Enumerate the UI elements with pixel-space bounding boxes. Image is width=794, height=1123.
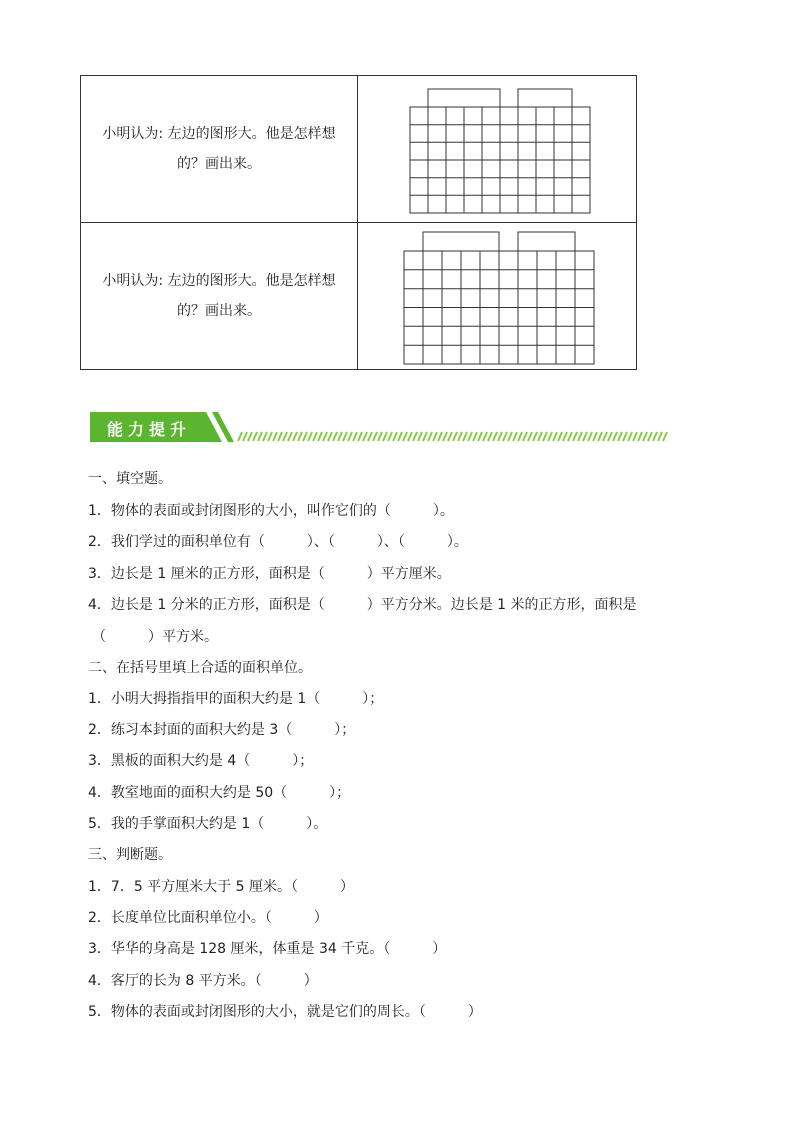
question-table	[80, 75, 637, 370]
section-title: 能力提升	[107, 420, 192, 439]
grid-figure-cell	[358, 223, 637, 370]
exercise-line: 3．黑板的面积大约是 4（ ）；	[88, 753, 314, 769]
exercise-line: 4．边长是 1 分米的正方形，面积是（ ）平方分米。边长是 1 米的正方形，面积是	[88, 597, 637, 613]
table-row	[81, 76, 637, 223]
exercise-line: 2．我们学过的面积单位有（ ）、（ ）、（ ）。	[88, 534, 468, 550]
exercise-line: 3．华华的身高是 128 厘米，体重是 34 千克。（ ）	[88, 941, 447, 957]
exercise-line: 1．7．5 平方厘米大于 5 厘米。（ ）	[88, 879, 354, 895]
exercise-line: 5．我的手掌面积大约是 1（ ）。	[88, 816, 328, 832]
grid-figure-1	[358, 76, 636, 222]
exercise-line: 一、填空题。	[88, 471, 172, 487]
grid-figure-2	[358, 223, 636, 369]
question-text-line: 小明认为: 左边的图形大。他是怎样想	[102, 126, 336, 142]
exercise-line: 5．物体的表面或封闭图形的大小，就是它们的周长。（ ）	[88, 1004, 482, 1020]
exercise-line: 2．练习本封面的面积大约是 3（ ）；	[88, 722, 356, 738]
exercise-line: 4．客厅的长为 8 平方米。（ ）	[88, 973, 318, 989]
table-row	[81, 223, 637, 370]
exercise-line: 二、在括号里填上合适的面积单位。	[88, 660, 312, 676]
exercise-line: 4．教室地面的面积大约是 50（ ）；	[88, 785, 351, 801]
grid-figure-cell	[358, 76, 637, 223]
exercise-line: 三、判断题。	[88, 847, 172, 863]
exercise-line: 2．长度单位比面积单位小。（ ）	[88, 910, 328, 926]
exercise-line: 1．物体的表面或封闭图形的大小，叫作它们的（ ）。	[88, 503, 454, 519]
banner-hatch-line	[238, 432, 667, 441]
exercise-line: 1．小明大拇指指甲的面积大约是 1（ ）；	[88, 691, 384, 707]
exercise-line: （ ）平方米。	[92, 629, 218, 645]
question-text-cell	[81, 223, 358, 370]
question-text-line: 的？画出来。	[177, 303, 261, 319]
question-text-cell	[81, 76, 358, 223]
question-text-line: 小明认为: 左边的图形大。他是怎样想	[102, 273, 336, 289]
exercise-line: 3．边长是 1 厘米的正方形，面积是（ ）平方厘米。	[88, 566, 451, 582]
question-text-line: 的？画出来。	[177, 156, 261, 172]
